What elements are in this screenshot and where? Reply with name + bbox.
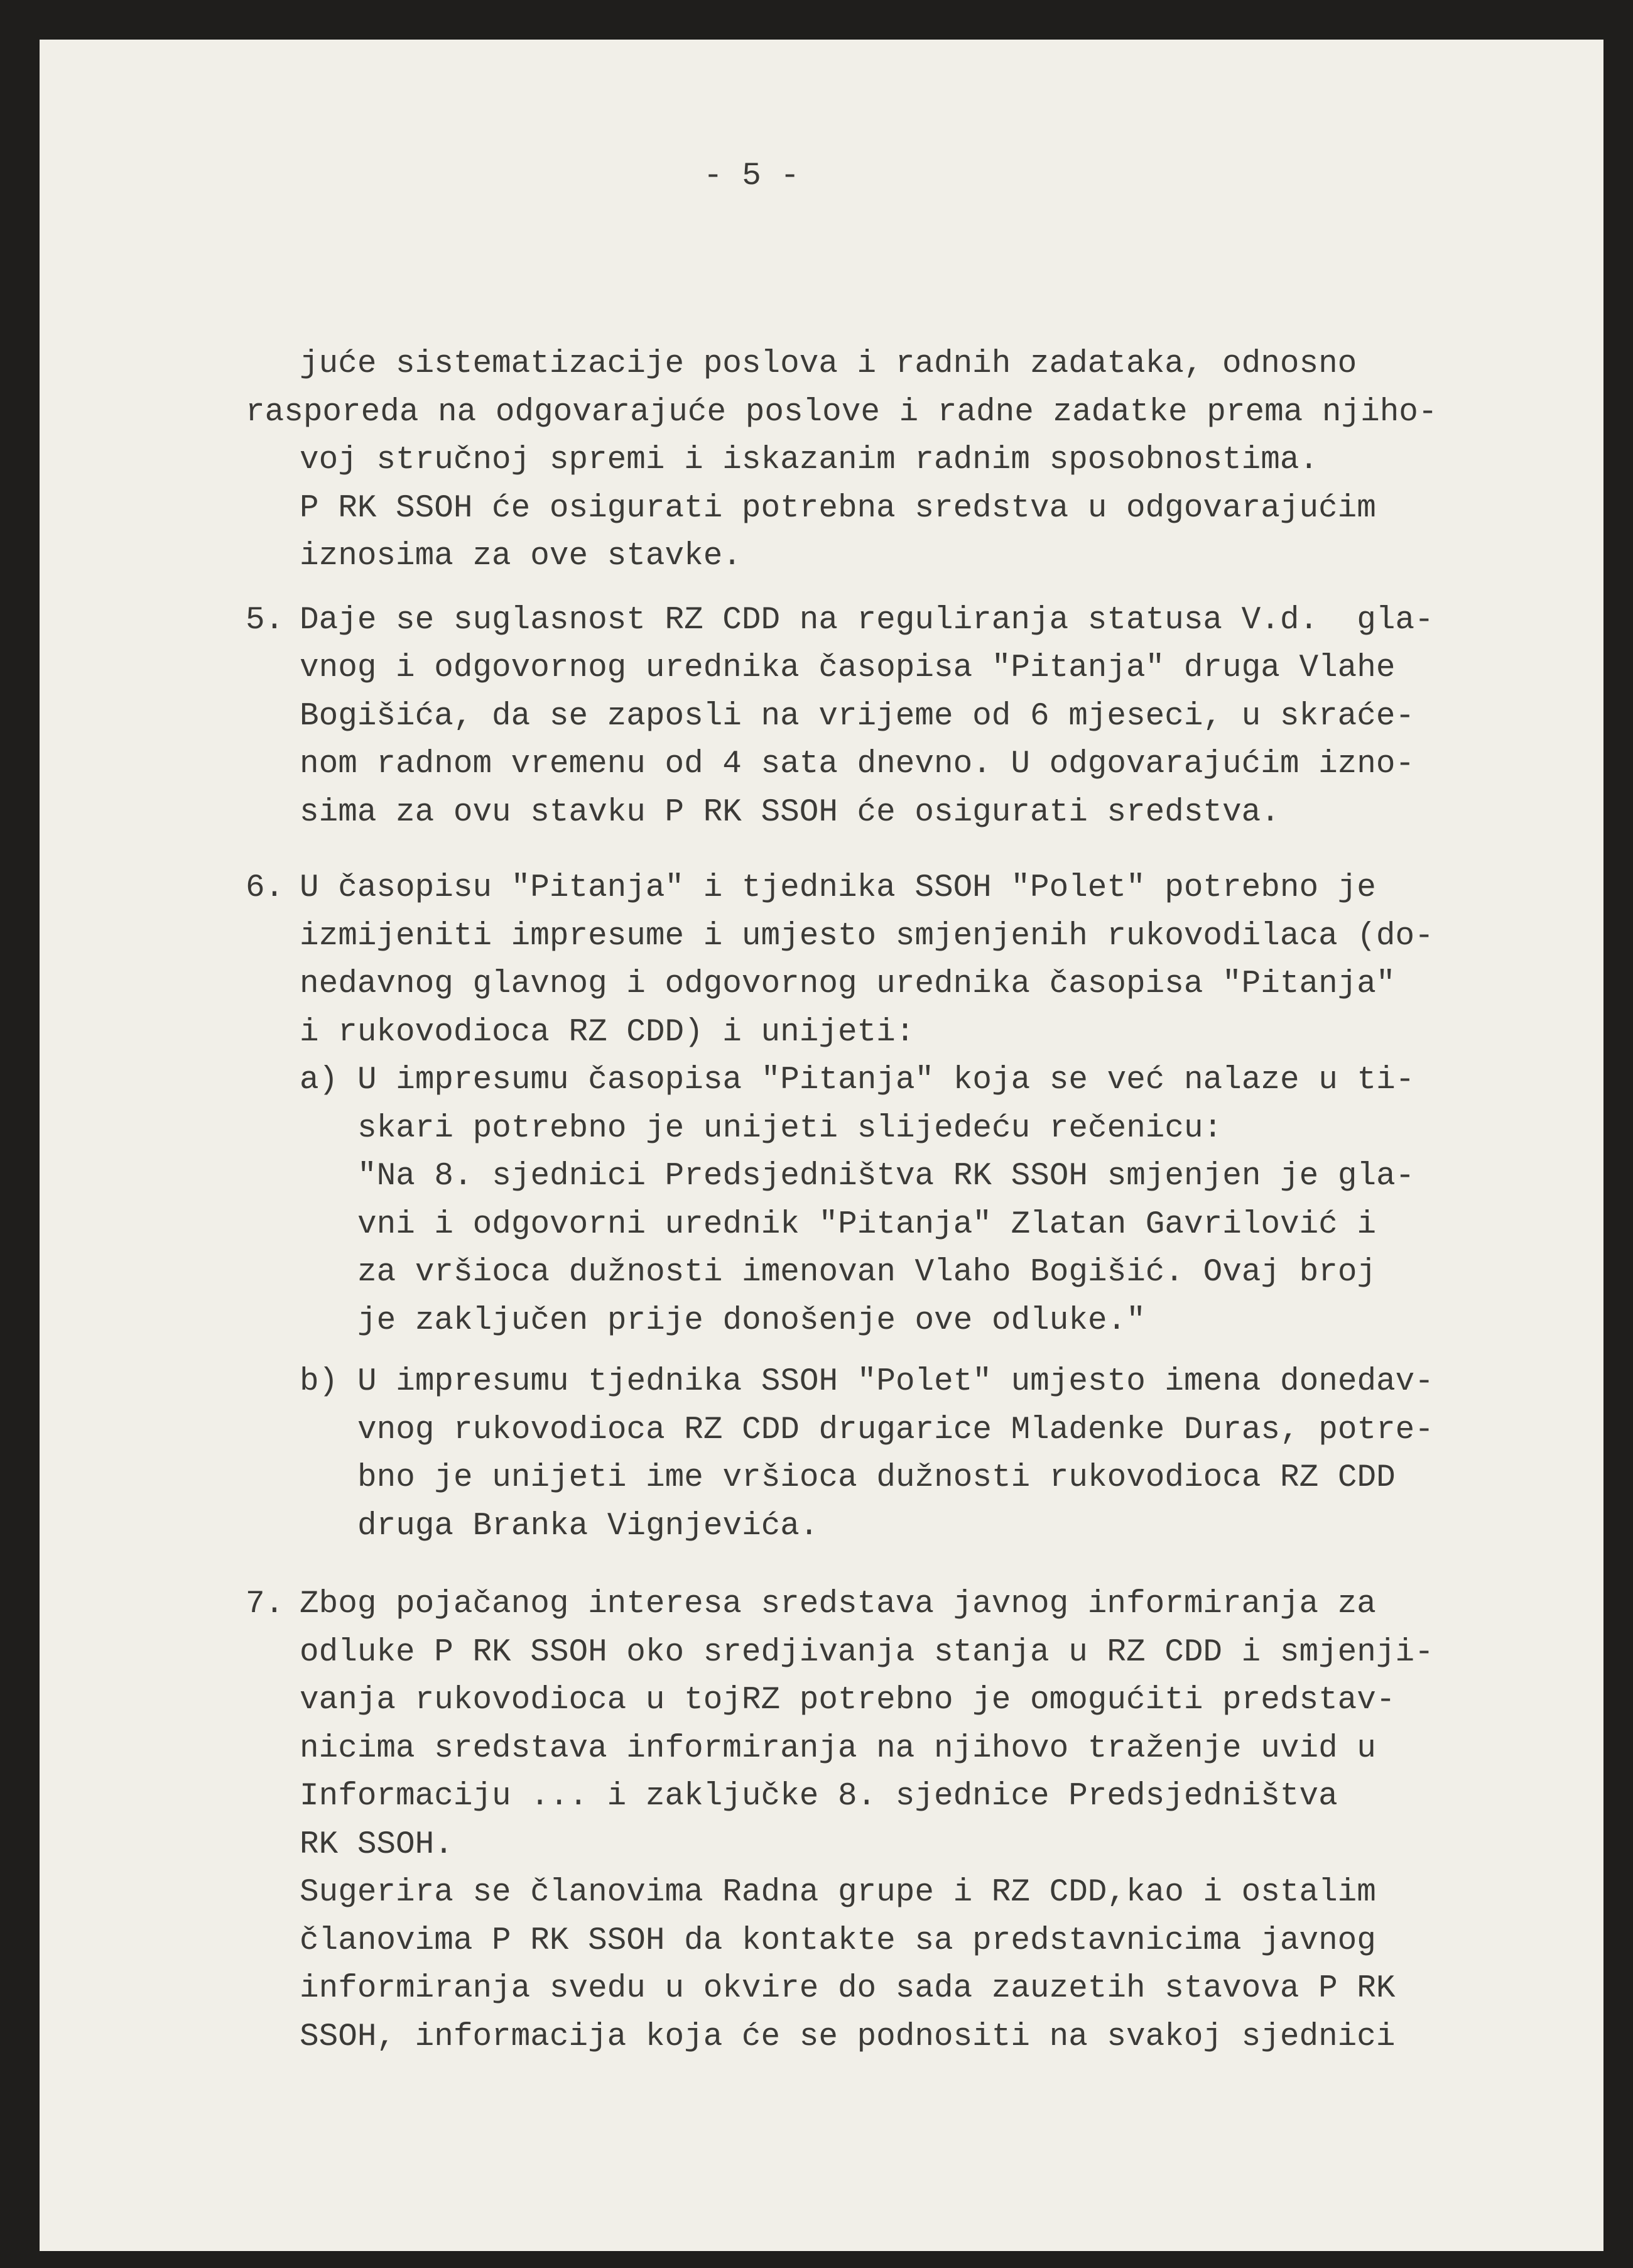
text-line: RK SSOH.	[300, 1826, 453, 1863]
text-line: Informaciju ... i zaključke 8. sjednice Predsjedništva	[300, 1779, 1338, 1814]
text-line: Zbog pojačanog interesa sredstava javnog informiranja za	[300, 1586, 1376, 1622]
text-line: vanja rukovodioca u tojRZ potrebno je omogućiti predstav-	[300, 1682, 1396, 1718]
text-line: voj stručnoj spremi i iskazanim radnim sposobnostima.	[300, 442, 1319, 478]
text-line: nicima sredstava informiranja na njihovo traženje uvid u	[300, 1730, 1376, 1767]
text-line: Bogišića, da se zaposli na vrijeme od 6 mjeseci, u skraće-	[300, 698, 1415, 734]
list-marker: b)	[300, 1364, 339, 1400]
text-line: U impresumu časopisa "Pitanja" koja se već nalaze u ti-	[357, 1062, 1415, 1098]
text-line: vnog rukovodioca RZ CDD drugarice Mladenke Duras, potre-	[357, 1412, 1434, 1448]
list-marker: 5.	[246, 602, 285, 638]
text-line: P RK SSOH će osigurati potrebna sredstva u odgovarajućim	[300, 490, 1376, 526]
text-line: za vršioca dužnosti imenovan Vlaho Bogišić. Ovaj broj	[357, 1255, 1377, 1290]
list-marker: 7.	[246, 1586, 285, 1622]
text-line: U časopisu "Pitanja" i tjednika SSOH "Polet" potrebno je	[300, 870, 1376, 906]
text-line: nom radnom vremenu od 4 sata dnevno. U odgovarajućim izno-	[300, 746, 1415, 782]
text-line: druga Branka Vignjevića.	[357, 1508, 819, 1544]
text-line: Daje se suglasnost RZ CDD na reguliranja statusa V.d. gla-	[300, 602, 1434, 638]
text-line: U impresumu tjednika SSOH "Polet" umjesto imena donedav-	[357, 1364, 1434, 1400]
text-line: rasporeda na odgovarajuće poslove i radne zadatke prema njiho-	[246, 394, 1438, 430]
list-marker: 6.	[246, 870, 285, 906]
page-number: - 5 -	[703, 158, 800, 194]
text-line: izmijeniti impresume i umjesto smjenjenih rukovodilaca (do-	[300, 918, 1434, 954]
text-line: odluke P RK SSOH oko sredjivanja stanja u RZ CDD i smjenji-	[300, 1634, 1434, 1671]
text-line: je zaključen prije donošenje ove odluke."	[357, 1302, 1146, 1339]
text-line: nedavnog glavnog i odgovornog urednika časopisa "Pitanja"	[300, 966, 1396, 1002]
text-line: sima za ovu stavku P RK SSOH će osigurati sredstva.	[300, 794, 1280, 831]
text-line: juće sistematizacije poslova i radnih zadataka, odnosno	[300, 346, 1357, 382]
text-line: iznosima za ove stavke.	[300, 538, 742, 574]
text-line: vni i odgovorni urednik "Pitanja" Zlatan Gavrilović i	[357, 1206, 1377, 1243]
text-line: i rukovodioca RZ CDD) i unijeti:	[300, 1014, 915, 1050]
text-line: vnog i odgovornog urednika časopisa "Pitanja" druga Vlahe	[300, 650, 1396, 686]
text-line: SSOH, informacija koja će se podnositi na svakoj sjednici	[300, 2019, 1396, 2055]
text-line: Sugerira se članovima Radna grupe i RZ CDD,kao i ostalim	[300, 1875, 1376, 1911]
text-line: skari potrebno je unijeti slijedeću rečenicu:	[357, 1110, 1223, 1147]
text-line: članovima P RK SSOH da kontakte sa predstavnicima javnog	[300, 1922, 1376, 1959]
text-line: informiranja svedu u okvire do sada zauzetih stavova P RK	[300, 1971, 1396, 2007]
text-line: "Na 8. sjednici Predsjedništva RK SSOH smjenjen je gla-	[357, 1159, 1415, 1194]
text-line: bno je unijeti ime vršioca dužnosti rukovodioca RZ CDD	[357, 1460, 1396, 1496]
list-marker: a)	[300, 1062, 339, 1098]
